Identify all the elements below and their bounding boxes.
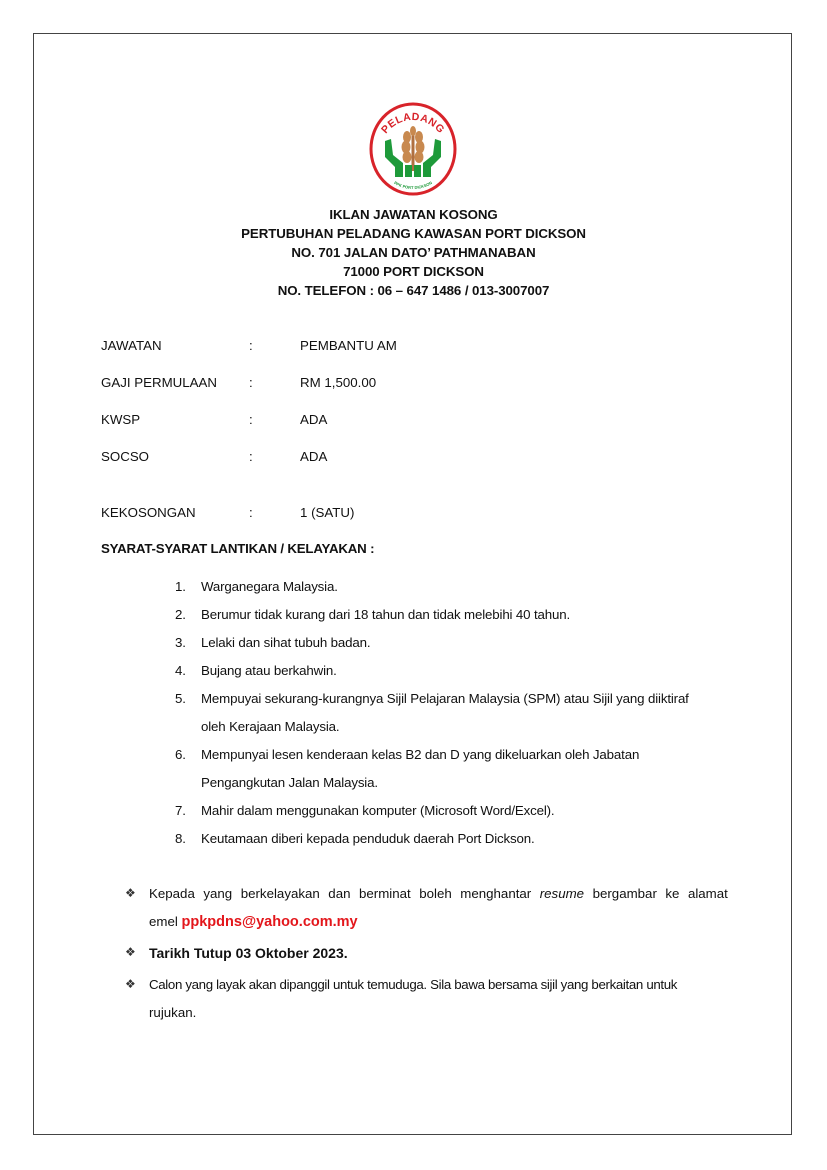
requirement-text: Warganegara Malaysia.	[201, 579, 338, 594]
organization-name: PERTUBUHAN PELADANG KAWASAN PORT DICKSON	[241, 226, 586, 241]
requirement-number: 2.	[175, 607, 186, 622]
field-colon: :	[249, 505, 253, 520]
emel-label: emel	[149, 914, 178, 929]
requirement-text: Pengangkutan Jalan Malaysia.	[201, 775, 378, 790]
requirement-number: 1.	[175, 579, 186, 594]
field-value: ADA	[300, 449, 328, 464]
email-line	[149, 914, 358, 930]
field-colon: :	[249, 375, 253, 390]
requirement-text: Lelaki dan sihat tubuh badan.	[201, 635, 371, 650]
page-border	[33, 33, 792, 1135]
field-value: 1 (SATU)	[300, 505, 355, 520]
advert-title: IKLAN JAWATAN KOSONG	[329, 207, 498, 222]
phone-numbers: NO. TELEFON : 06 – 647 1486 / 013-3007007	[277, 283, 550, 298]
logo-subtext: PPK PORT DICKSON	[393, 180, 433, 191]
field-colon: :	[249, 338, 253, 353]
field-value: RM 1,500.00	[300, 375, 377, 390]
requirement-text: Mempuyai sekurang-kurangnya Sijil Pelajaran Malaysia (SPM) atau Sijil yang diiktiraf	[201, 691, 689, 706]
requirement-text: Berumur tidak kurang dari 18 tahun dan tidak melebihi 40 tahun.	[201, 607, 571, 622]
requirement-text: Mahir dalam menggunakan komputer (Microsoft Word/Excel).	[201, 803, 555, 818]
apply-instruction	[149, 886, 728, 901]
interview-text: Calon yang layak akan dipanggil untuk temuduga. Sila bawa bersama sijil yang berkaitan untuk	[149, 977, 678, 992]
diamond-bullet-icon: ❖	[125, 945, 136, 959]
requirement-number: 4.	[175, 663, 186, 678]
peladang-logo-graphic	[367, 101, 459, 197]
closing-date: Tarikh Tutup 03 Oktober 2023.	[149, 945, 348, 961]
advert-header	[0, 205, 827, 300]
requirement-number: 5.	[175, 691, 186, 706]
address-line: NO. 701 JALAN DATO’ PATHMANABAN	[291, 245, 536, 260]
field-colon: :	[249, 412, 253, 427]
requirement-text: Keutamaan diberi kepada penduduk daerah Port Dickson.	[201, 831, 535, 846]
requirement-number: 7.	[175, 803, 186, 818]
requirement-number: 8.	[175, 831, 186, 846]
logo-name: PELADANG	[379, 110, 447, 136]
postcode-city: 71000 PORT DICKSON	[343, 264, 484, 279]
apply-word: alamat	[687, 886, 728, 901]
resume-word: resume	[539, 886, 585, 901]
apply-word: yang	[203, 886, 233, 901]
requirement-number: 3.	[175, 635, 186, 650]
apply-word: berminat	[358, 886, 411, 901]
apply-word: Kepada	[149, 886, 195, 901]
requirement-text: Bujang atau berkahwin.	[201, 663, 337, 678]
peladang-logo	[367, 101, 459, 197]
field-label: JAWATAN	[101, 338, 162, 353]
requirement-text: Mempunyai lesen kenderaan kelas B2 dan D yang dikeluarkan oleh Jabatan	[201, 747, 640, 762]
apply-word: dan	[328, 886, 351, 901]
diamond-bullet-icon: ❖	[125, 977, 136, 991]
apply-word: menghantar	[460, 886, 532, 901]
apply-word: boleh	[419, 886, 452, 901]
field-label: SOCSO	[101, 449, 150, 464]
field-label: KWSP	[101, 412, 141, 427]
requirement-text: oleh Kerajaan Malaysia.	[201, 719, 340, 734]
field-value: PEMBANTU AM	[300, 338, 397, 353]
field-value: ADA	[300, 412, 328, 427]
field-colon: :	[249, 449, 253, 464]
apply-word: bergambar	[592, 886, 657, 901]
email-link[interactable]: ppkpdns@yahoo.com.my	[181, 914, 358, 930]
apply-word: ke	[665, 886, 680, 901]
field-label: GAJI PERMULAAN	[101, 375, 218, 390]
requirement-number: 6.	[175, 747, 186, 762]
requirements-title: SYARAT-SYARAT LANTIKAN / KELAYAKAN :	[101, 541, 375, 556]
field-label: KEKOSONGAN	[101, 505, 196, 520]
diamond-bullet-icon: ❖	[125, 886, 136, 900]
apply-word: berkelayakan	[240, 886, 320, 901]
interview-text: rujukan.	[149, 1005, 197, 1020]
